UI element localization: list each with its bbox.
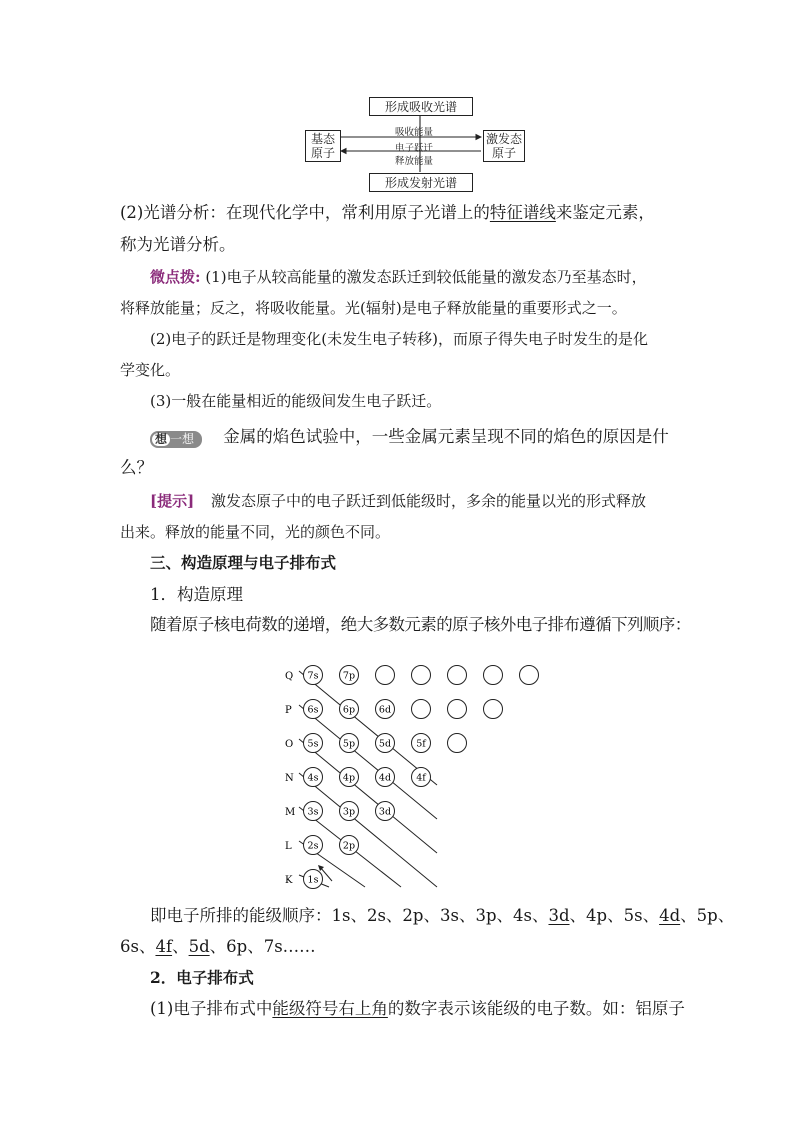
spectral-text-a: (2)光谱分析：在现代化学中，常利用原子光谱上的 bbox=[120, 203, 490, 222]
release-energy-label: 释放能量 bbox=[395, 156, 434, 167]
feature-lines-term: 特征谱线 bbox=[489, 203, 556, 222]
shell-label: M bbox=[285, 807, 296, 818]
orbital-circle bbox=[412, 700, 431, 719]
think-badge-text: 一想 bbox=[170, 432, 195, 446]
orbital-label: 5f bbox=[416, 738, 426, 750]
orbital-label: 1s bbox=[307, 874, 319, 886]
orbital-label: 2s bbox=[307, 840, 319, 852]
orbital-label: 3s bbox=[307, 806, 319, 818]
order-line-2 bbox=[120, 936, 316, 958]
think-badge-char: 想 bbox=[152, 433, 170, 446]
orbital-label: 5p bbox=[342, 738, 356, 750]
tip-label: 微点拨: bbox=[150, 268, 201, 286]
orbital-label: 3d bbox=[378, 806, 392, 818]
orbital-circle bbox=[448, 700, 467, 719]
orbital-label: 5s bbox=[307, 738, 319, 750]
excited-state-label-2: 原子 bbox=[491, 146, 516, 160]
orbital-label: 4f bbox=[416, 772, 426, 784]
ground-state-label-2: 原子 bbox=[310, 146, 335, 160]
think-question-line-1 bbox=[150, 426, 669, 448]
spectral-line-2: 称为光谱分析。 bbox=[120, 235, 236, 254]
config-text-b: 的数字表示该能级的电子数。如：铝原子 bbox=[387, 999, 685, 1018]
tip-text-1: (1)电子从较高能量的激发态跃迁到较低能量的激发态乃至基态时， bbox=[205, 268, 647, 286]
orbital-circle bbox=[448, 734, 467, 753]
ground-state-label-1: 基态 bbox=[310, 132, 335, 146]
orbital-label: 2p bbox=[342, 840, 356, 852]
orbital-filling-diagram bbox=[280, 655, 550, 890]
config-superscript-term: 能级符号右上角 bbox=[272, 999, 388, 1018]
excited-state-label-1: 激发态 bbox=[485, 132, 522, 146]
subsection-1-title: 1．构造原理 bbox=[150, 585, 243, 604]
order-text-1a: 即电子所排的能级顺序：1s、2s、2p、3s、3p、4s、 bbox=[150, 906, 549, 925]
tip-line-5: (3)一般在能量相近的能级间发生电子跃迁。 bbox=[150, 392, 442, 410]
orbital-label: 4d bbox=[378, 772, 392, 784]
config-text-a: (1)电子排布式中 bbox=[150, 999, 273, 1018]
absorption-spectrum-box: 形成吸收光谱 bbox=[369, 97, 473, 116]
tip-line-4: 学变化。 bbox=[120, 361, 181, 379]
hint-line-2: 出来。释放的能量不同，光的颜色不同。 bbox=[120, 523, 391, 541]
order-text-1c: 、5p、 bbox=[680, 906, 735, 925]
orbital-label: 7s bbox=[307, 670, 319, 682]
order-4f: 4f bbox=[155, 937, 173, 956]
aufbau-paragraph: 随着原子核电荷数的递增，绝大多数元素的原子核外电子排布遵循下列顺序： bbox=[150, 615, 691, 634]
think-question-line-2: 么？ bbox=[120, 458, 153, 477]
order-text-1b: 、4p、5s、 bbox=[569, 906, 660, 925]
orbital-label: 4p bbox=[342, 772, 356, 784]
orbital-label: 3p bbox=[342, 806, 356, 818]
shell-label: K bbox=[285, 875, 293, 886]
section-3-heading: 三、构造原理与电子排布式 bbox=[150, 553, 337, 572]
absorb-energy-label: 吸收能量 bbox=[395, 127, 434, 138]
config-paragraph bbox=[150, 998, 685, 1020]
spectral-line-1 bbox=[120, 202, 655, 224]
orbital-label: 4s bbox=[307, 772, 319, 784]
order-line-1 bbox=[150, 905, 734, 927]
shell-label: O bbox=[285, 739, 294, 750]
order-3d: 3d bbox=[548, 906, 570, 925]
think-badge-icon bbox=[150, 431, 202, 448]
order-text-2a: 6s、 bbox=[120, 937, 156, 956]
order-text-2b: 、 bbox=[172, 937, 189, 956]
subsection-2-title: 2．电子排布式 bbox=[150, 968, 254, 987]
think-question-text-1: 金属的焰色试验中，一些金属元素呈现不同的焰色的原因是什 bbox=[223, 427, 669, 446]
orbital-circle bbox=[376, 666, 395, 685]
spectral-text-b: 来鉴定元素， bbox=[555, 203, 655, 222]
hint-text-1: 激发态原子中的电子跃迁到低能级时，多余的能量以光的形式释放 bbox=[210, 492, 646, 510]
order-text-2c: 、6p、7s…… bbox=[209, 937, 316, 956]
orbital-circle bbox=[448, 666, 467, 685]
order-4d: 4d bbox=[659, 906, 681, 925]
electron-transition-label: 电子跃迁 bbox=[395, 143, 434, 154]
orbital-circle bbox=[412, 666, 431, 685]
orbital-circle bbox=[520, 666, 539, 685]
emission-spectrum-box: 形成发射光谱 bbox=[369, 173, 473, 192]
orbital-circle bbox=[484, 700, 503, 719]
shell-label: N bbox=[285, 773, 294, 784]
orbital-label: 6d bbox=[378, 704, 392, 716]
hint-line-1 bbox=[150, 490, 646, 512]
shell-label: L bbox=[285, 841, 292, 852]
tip-line-2: 将释放能量；反之，将吸收能量。光(辐射)是电子释放能量的重要形式之一。 bbox=[120, 299, 627, 317]
orbital-label: 7p bbox=[342, 670, 356, 682]
orbital-label: 6s bbox=[307, 704, 319, 716]
order-5d: 5d bbox=[188, 937, 210, 956]
shell-label: P bbox=[285, 705, 292, 716]
orbital-label: 6p bbox=[342, 704, 356, 716]
shell-label: Q bbox=[285, 671, 294, 682]
tip-line-3: (2)电子的跃迁是物理变化(未发生电子转移)，而原子得失电子时发生的是化 bbox=[150, 330, 648, 348]
hint-label: [提示] bbox=[150, 492, 195, 510]
orbital-circle bbox=[484, 666, 503, 685]
orbital-label: 5d bbox=[378, 738, 392, 750]
tip-line-1 bbox=[150, 266, 647, 288]
